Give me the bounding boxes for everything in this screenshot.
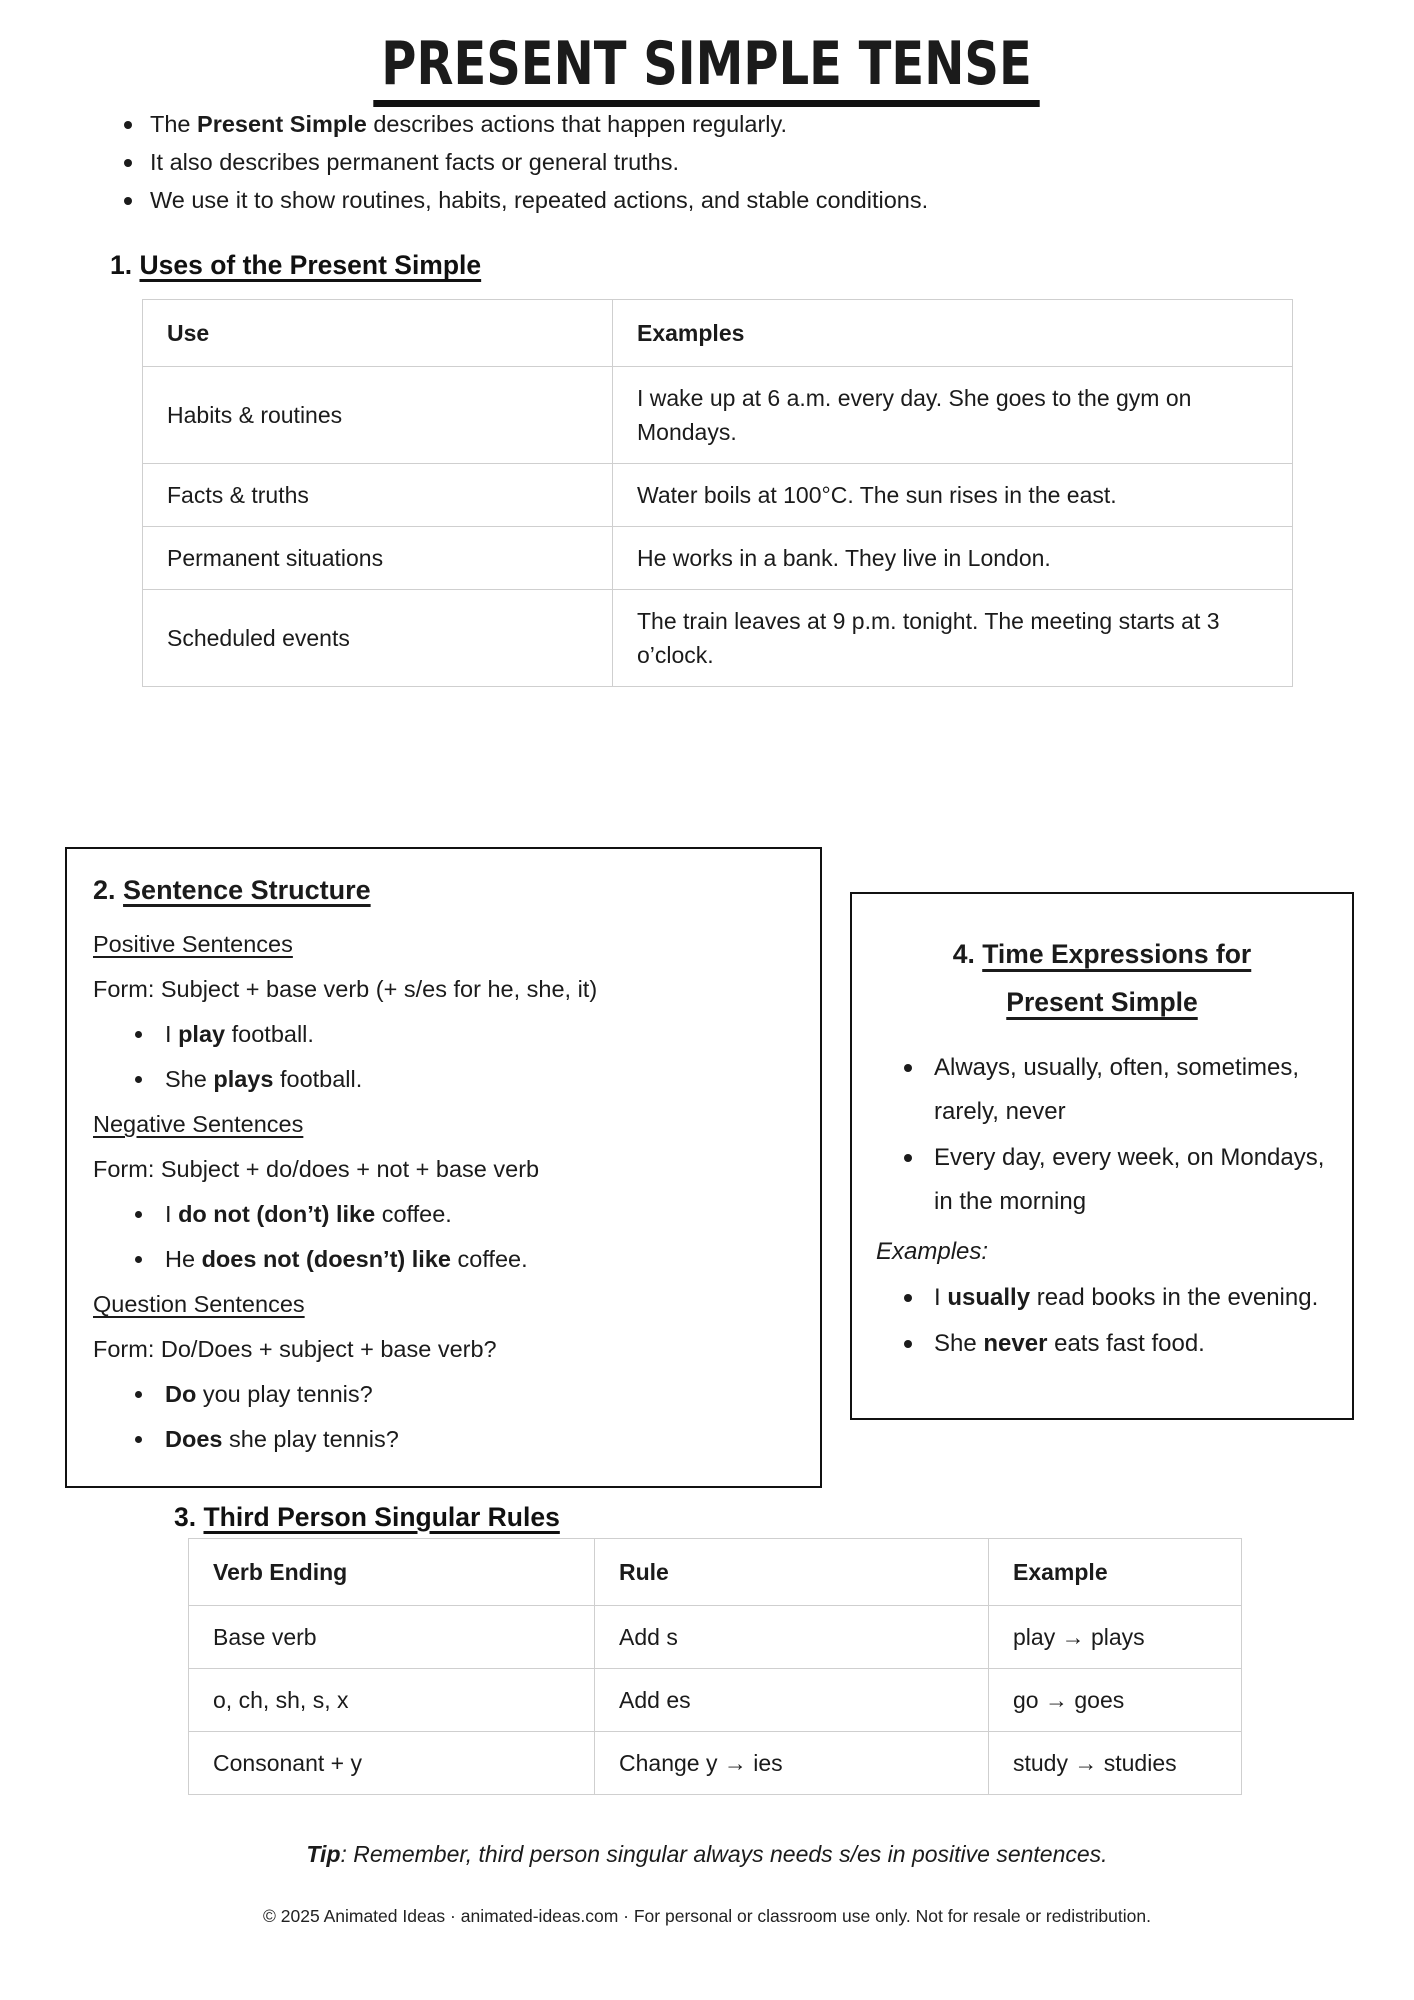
section1-title: Uses of the Present Simple — [139, 250, 482, 280]
section3-number: 3. — [174, 1502, 197, 1532]
intro-bullet-3: We use it to show routines, habits, repeated actions, and stable conditions. — [110, 182, 1310, 218]
verb-ending-cell: Base verb — [189, 1606, 595, 1669]
question-form: Form: Do/Does + subject + base verb? — [93, 1336, 497, 1362]
uses-table-header-row — [143, 300, 1293, 367]
examples-cell: Water boils at 100°C. The sun rises in the east. — [613, 464, 1293, 527]
question-sentences-subheading: Question Sentences — [93, 1291, 305, 1317]
list-item: I usually read books in the evening. — [876, 1276, 1328, 1320]
negative-sentences-subheading: Negative Sentences — [93, 1111, 304, 1137]
table-row — [143, 367, 1293, 464]
section3-heading — [174, 1502, 560, 1533]
section2-title: Sentence Structure — [123, 875, 371, 905]
section1-number: 1. — [110, 250, 133, 280]
intro-list — [110, 106, 1310, 220]
use-cell: Permanent situations — [143, 527, 613, 590]
section2-number: 2. — [93, 875, 116, 905]
use-cell: Habits & routines — [143, 367, 613, 464]
positive-sentences-subheading: Positive Sentences — [93, 931, 293, 957]
uses-table-header-examples: Examples — [613, 300, 1293, 367]
section3-title: Third Person Singular Rules — [203, 1502, 560, 1532]
rules-table-header-rule: Rule — [595, 1539, 989, 1606]
rule-cell: Add es — [595, 1669, 989, 1732]
examples-cell: The train leaves at 9 p.m. tonight. The meeting starts at 3 o’clock. — [613, 590, 1293, 687]
example-cell: play → plays — [989, 1606, 1242, 1669]
time-expression-examples-list — [876, 1276, 1328, 1366]
section1-heading — [110, 250, 481, 281]
intro-bullet-2: It also describes permanent facts or general truths. — [110, 144, 1310, 180]
copyright-footer: © 2025 Animated Ideas · animated-ideas.com · For personal or classroom use only. Not for resale or redistribution. — [263, 1906, 1151, 1926]
page-title: PRESENT SIMPLE TENSE — [374, 34, 1040, 107]
verb-ending-cell: Consonant + y — [189, 1732, 595, 1795]
examples-cell: He works in a bank. They live in London. — [613, 527, 1293, 590]
example-cell: go → goes — [989, 1669, 1242, 1732]
list-item: She never eats fast food. — [876, 1322, 1328, 1366]
rules-table-header-example: Example — [989, 1539, 1242, 1606]
question-examples-list — [93, 1372, 794, 1462]
tip-note: Tip: Remember, third person singular always needs s/es in positive sentences. — [306, 1841, 1108, 1867]
positive-form: Form: Subject + base verb (+ s/es for he, she, it) — [93, 976, 598, 1002]
list-item: I play football. — [93, 1012, 794, 1057]
list-item: Every day, every week, on Mondays, in the morning — [876, 1136, 1328, 1224]
rule-cell: Change y → ies — [595, 1732, 989, 1795]
examples-label: Examples: — [876, 1238, 989, 1265]
use-cell: Scheduled events — [143, 590, 613, 687]
table-row — [189, 1669, 1242, 1732]
negative-examples-list — [93, 1192, 794, 1282]
sentence-structure-box — [65, 847, 822, 1488]
third-person-rules-table — [188, 1538, 1242, 1795]
list-item: Always, usually, often, sometimes, rarely, never — [876, 1046, 1328, 1134]
rule-cell: Add s — [595, 1606, 989, 1669]
positive-examples-list — [93, 1012, 794, 1102]
rules-table-header-verb-ending: Verb Ending — [189, 1539, 595, 1606]
list-item: Does she play tennis? — [93, 1417, 794, 1462]
uses-table-header-use: Use — [143, 300, 613, 367]
negative-form: Form: Subject + do/does + not + base verb — [93, 1156, 540, 1182]
list-item: He does not (doesn’t) like coffee. — [93, 1237, 794, 1282]
rules-table-header-row — [189, 1539, 1242, 1606]
table-row — [143, 464, 1293, 527]
uses-table — [142, 299, 1293, 687]
section4-title: Time Expressions for Present Simple — [982, 939, 1252, 1017]
list-item: She plays football. — [93, 1057, 794, 1102]
table-row — [189, 1606, 1242, 1669]
table-row — [143, 590, 1293, 687]
section2-heading — [93, 875, 794, 906]
list-item: I do not (don’t) like coffee. — [93, 1192, 794, 1237]
time-expressions-list — [876, 1046, 1328, 1224]
section4-heading — [902, 930, 1302, 1026]
use-cell: Facts & truths — [143, 464, 613, 527]
example-cell: study → studies — [989, 1732, 1242, 1795]
verb-ending-cell: o, ch, sh, s, x — [189, 1669, 595, 1732]
intro-bullet-1: The Present Simple describes actions that happen regularly. — [110, 106, 1310, 142]
table-row — [143, 527, 1293, 590]
time-expressions-box — [850, 892, 1354, 1420]
table-row — [189, 1732, 1242, 1795]
examples-cell: I wake up at 6 a.m. every day. She goes to the gym on Mondays. — [613, 367, 1293, 464]
list-item: Do you play tennis? — [93, 1372, 794, 1417]
page-title-wrap — [0, 29, 1414, 107]
section4-number: 4. — [952, 939, 975, 969]
